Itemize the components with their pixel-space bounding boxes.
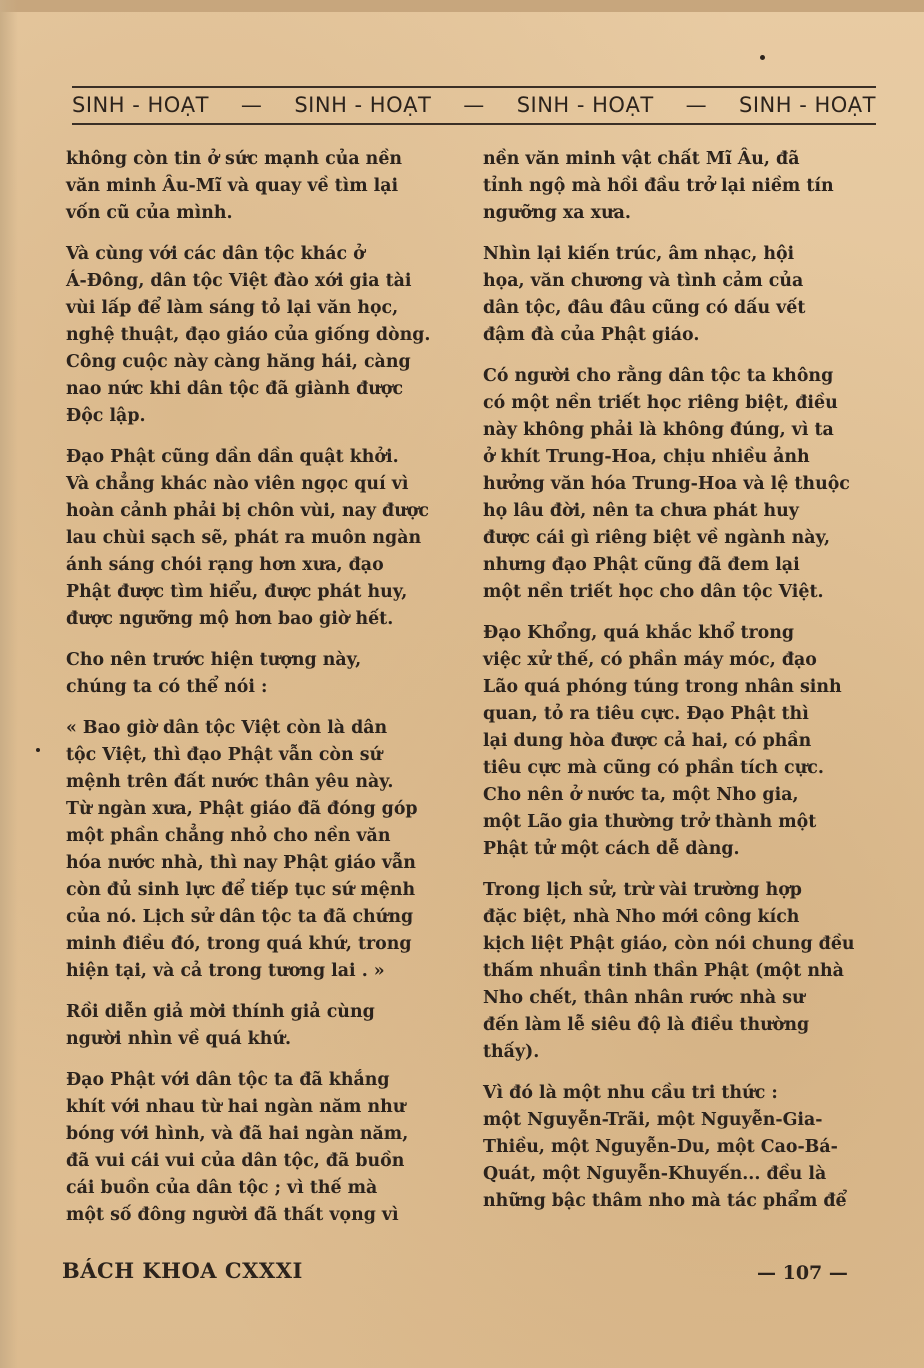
right-column <box>483 146 878 1229</box>
header-separator: — <box>463 93 485 117</box>
page-top-edge <box>0 0 924 12</box>
paragraph: Đạo Phật với dân tộc ta đã khắng khít với nhau từ hai ngàn năm như bóng với hình, và đã hai ngàn năm, đã vui cái vui của dân tộc, đã buồn cái buồn của dân tộc ; vì thế mà một số đông người đã thất vọng vì <box>66 1070 409 1225</box>
paragraph-quote: « Bao giờ dân tộc Việt còn là dân tộc Việt, thì đạo Phật vẫn còn sứ mệnh trên đất nước thân yêu này. Từ ngàn xưa, Phật giáo đã đóng góp một phần chẳng nhỏ cho nền văn hóa nước nhà, thì nay Phật giáo vẫn còn đủ sinh lực để tiếp tục sứ mệnh của nó. Lịch sử dân tộc ta đã chứng minh điều đó, trong quá khứ, trong hiện tại, và cả trong tương lai . » <box>66 718 418 981</box>
header-separator: — <box>240 93 263 117</box>
paragraph: Vì đó là một nhu cầu tri thức : một Nguyễn-Trãi, một Nguyễn-Gia- Thiều, một Nguyễn-Du, một Cao-Bá- Quát, một Nguyễn-Khuyến... đều là những bậc thâm nho mà tác phẩm để <box>483 1083 847 1211</box>
header-rule-bottom <box>72 123 876 125</box>
header-item: SINH - HOẠT <box>294 93 432 117</box>
header-item: SINH - HOẠT <box>72 93 209 117</box>
paragraph: không còn tin ở sức mạnh của nền văn minh Âu-Mĩ và quay về tìm lại vốn cũ của mình. <box>66 149 403 223</box>
running-header <box>72 88 876 122</box>
paragraph: Đạo Khổng, quá khắc khổ trong việc xử thế, có phần máy móc, đạo Lão quá phóng túng trong nhân sinh quan, tỏ ra tiêu cực. Đạo Phật thì lại dung hòa được cả hai, có phần tiêu cực mà cũng có phần tích cực. Cho nên ở nước ta, một Nho gia, một Lão gia thường trở thành một Phật tử một cách dễ dàng. <box>483 623 842 859</box>
ink-speck <box>36 748 40 752</box>
left-column <box>66 146 461 1243</box>
page-left-edge <box>0 0 18 1368</box>
paragraph: Nhìn lại kiến trúc, âm nhạc, hội họa, văn chương và tình cảm của dân tộc, đâu đâu cũng có dấu vết đậm đà của Phật giáo. <box>483 244 806 345</box>
page-number: — 107 — <box>757 1262 848 1284</box>
paragraph: Rồi diễn giả mời thính giả cùng người nhìn về quá khứ. <box>66 1002 375 1049</box>
ink-speck <box>760 55 765 60</box>
paragraph: Và cùng với các dân tộc khác ở Á-Đông, dân tộc Việt đào xới gia tài vùi lấp để làm sáng tỏ lại văn học, nghệ thuật, đạo giáo của giống dòng. Công cuộc này càng hăng hái, càng nao nức khi dân tộc đã giành được Độc lập. <box>66 244 431 426</box>
header-separator: — <box>685 93 708 117</box>
publication-name: BÁCH KHOA CXXXI <box>62 1258 303 1283</box>
paragraph: Cho nên trước hiện tượng này, chúng ta có thể nói : <box>66 650 362 697</box>
paragraph: Có người cho rằng dân tộc ta không có một nền triết học riêng biệt, điều này không phải là không đúng, vì ta ở khít Trung-Hoa, chịu nhiều ảnh hưởng văn hóa Trung-Hoa và lệ thuộc họ lâu đời, nên ta chưa phát huy được cái gì riêng biệt về ngành này, nhưng đạo Phật cũng đã đem lại một nền triết học cho dân tộc Việt. <box>483 366 850 602</box>
paragraph: Trong lịch sử, trừ vài trường hợp đặc biệt, nhà Nho mới công kích kịch liệt Phật giáo, còn nói chung đều thấm nhuần tinh thần Phật (một nhà Nho chết, thân nhân rước nhà sư đến làm lễ siêu độ là điều thường thấy). <box>483 880 855 1062</box>
paragraph: nền văn minh vật chất Mĩ Âu, đã tỉnh ngộ mà hồi đầu trở lại niềm tín ngưỡng xa xưa. <box>483 149 834 223</box>
header-item: SINH - HOẠT <box>739 93 876 117</box>
header-item: SINH - HOẠT <box>516 93 654 117</box>
paragraph: Đạo Phật cũng dần dần quật khởi. Và chẳng khác nào viên ngọc quí vì hoàn cảnh phải bị chôn vùi, nay được lau chùi sạch sẽ, phát ra muôn ngàn ánh sáng chói rạng hơn xưa, đạo Phật được tìm hiểu, được phát huy, được ngưỡng mộ hơn bao giờ hết. <box>66 447 430 629</box>
